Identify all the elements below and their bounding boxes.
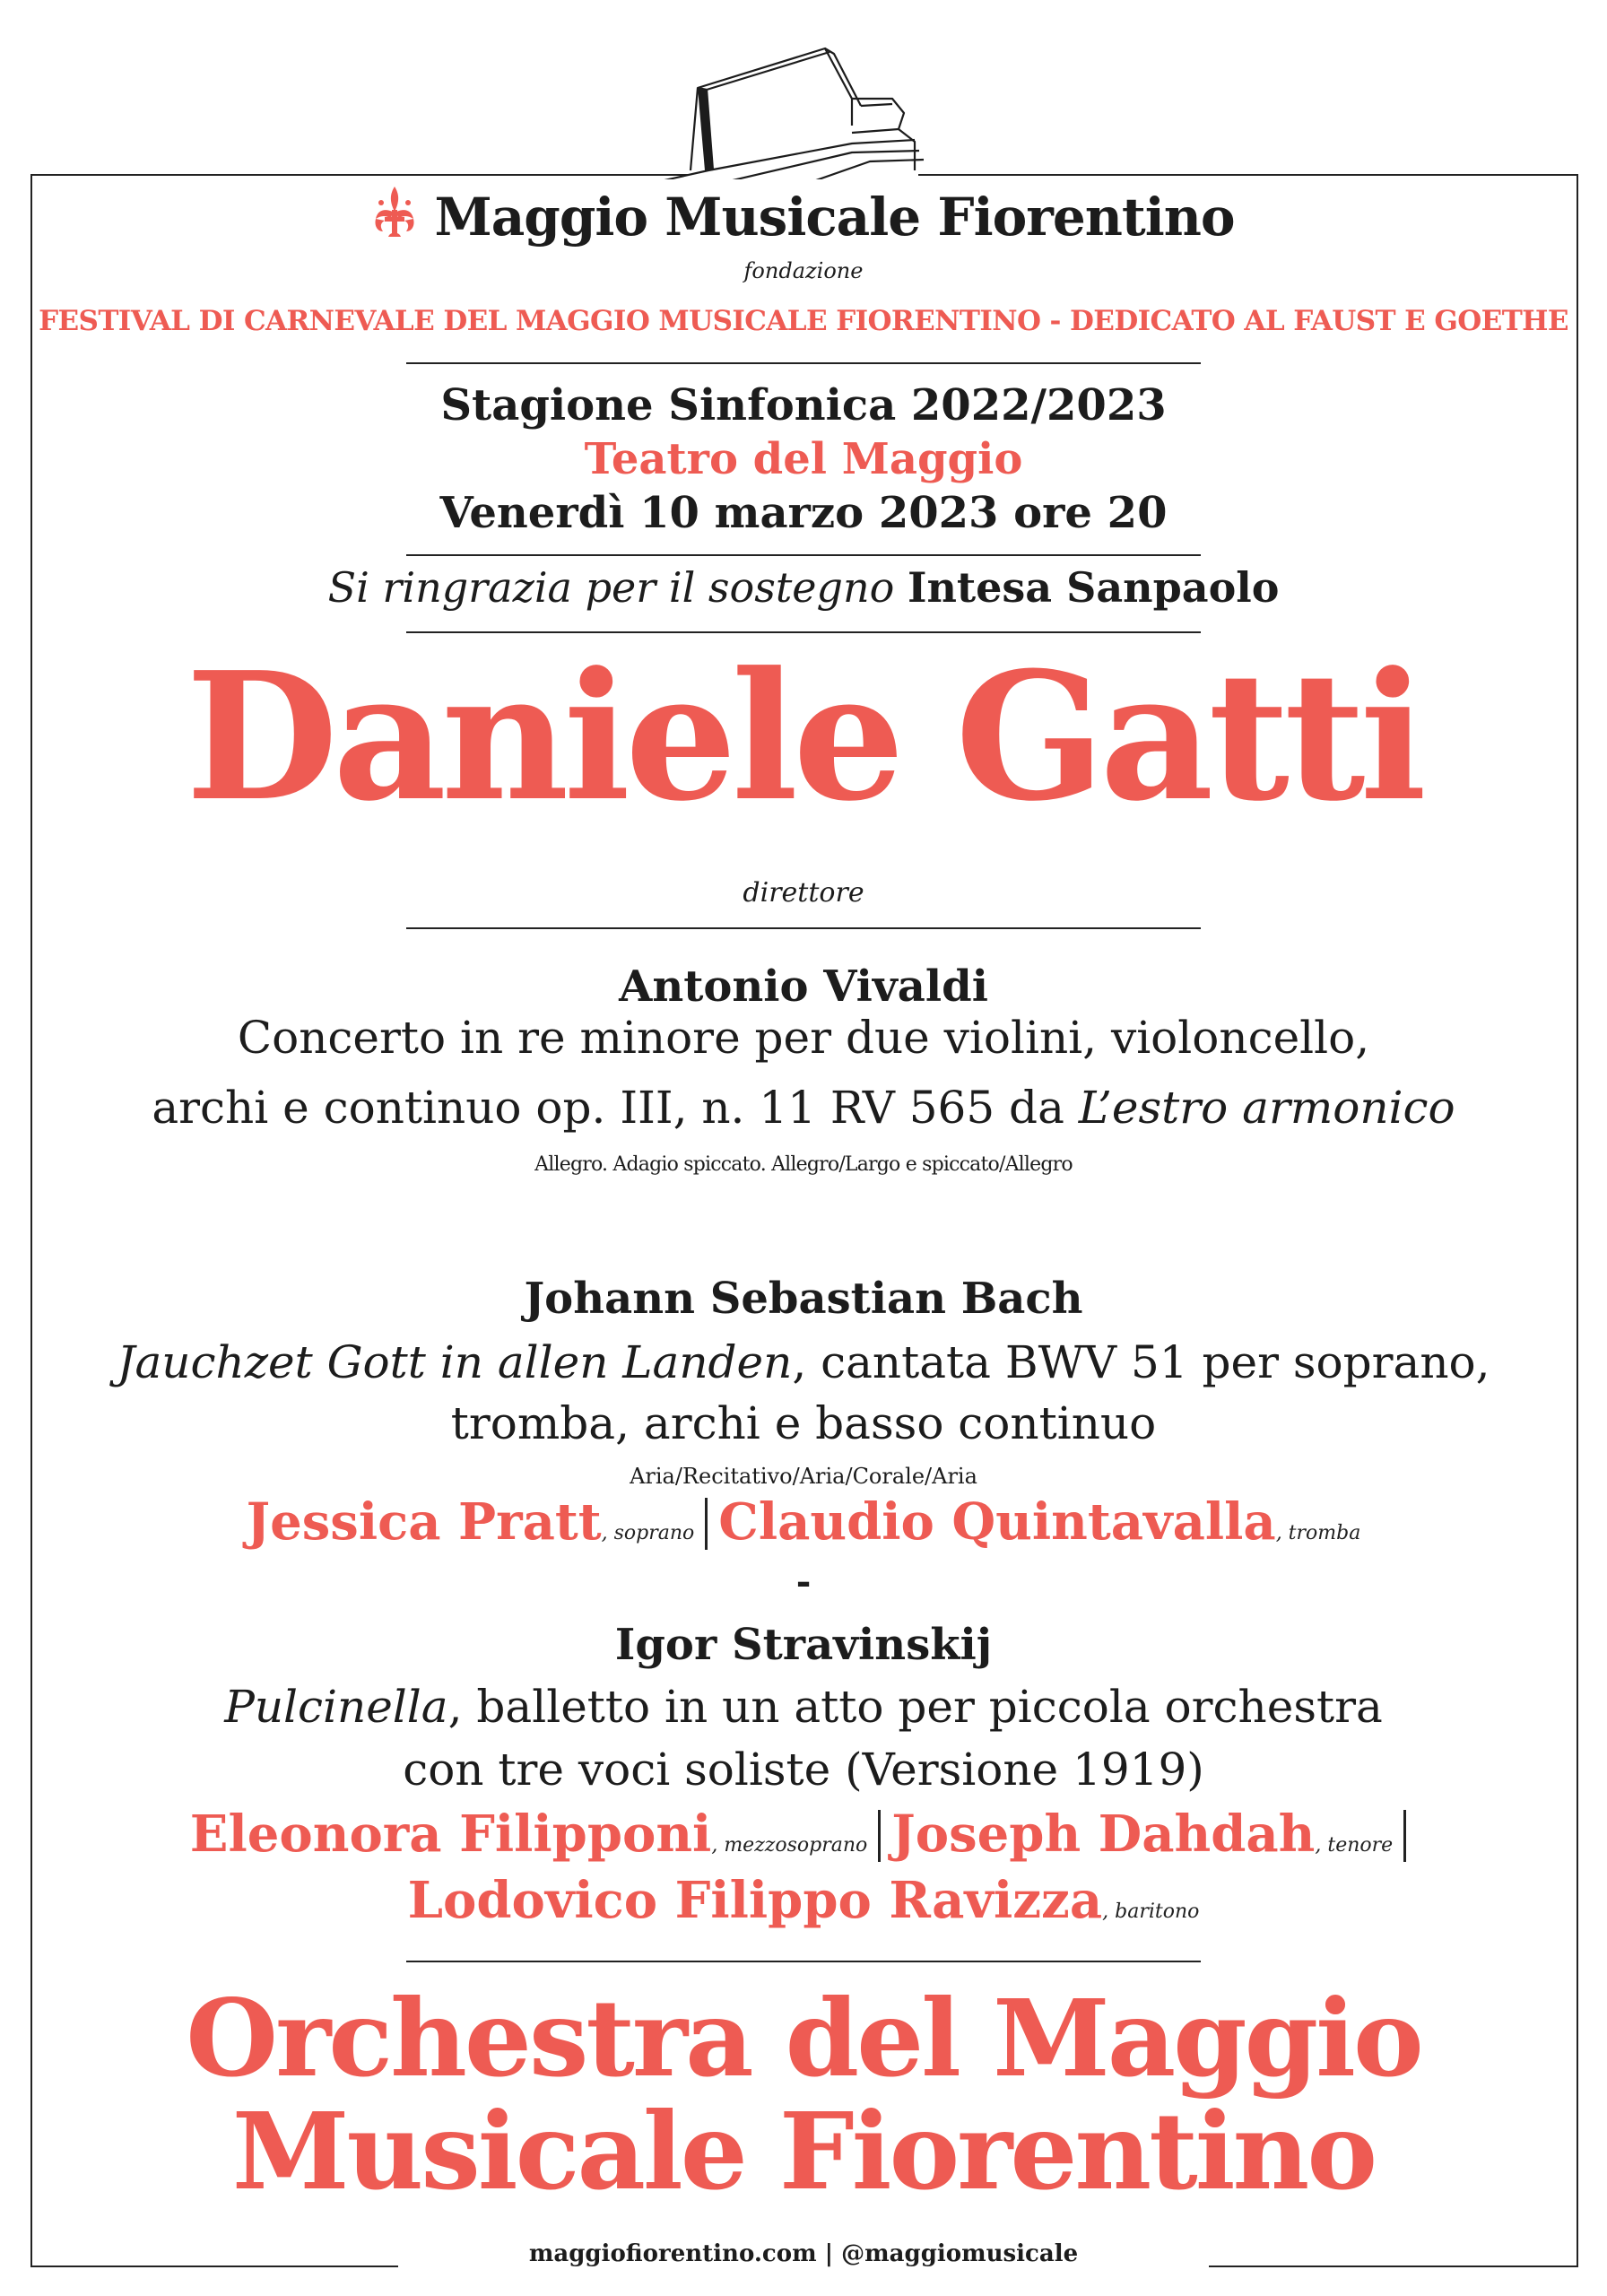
conductor-name: Daniele Gatti — [186, 634, 1421, 840]
vivaldi-work-line2 — [0, 1082, 1607, 1134]
social-handle-link[interactable]: @maggiomusicale — [841, 2240, 1079, 2267]
season-title: Stagione Sinfonica 2022/2023 — [440, 380, 1167, 430]
stravinskij-work-text: , balletto in un atto per piccola orchestra — [447, 1681, 1383, 1733]
stravinskij-work-title: Pulcinella — [224, 1681, 448, 1733]
soloist-role: , soprano — [601, 1522, 695, 1544]
festival-title: FESTIVAL DI CARNEVALE DEL MAGGIO MUSICALE FIORENTINO - DEDICATO AL FAUST E GOETHE — [39, 305, 1568, 337]
sponsor-name: Intesa Sanpaolo — [907, 563, 1280, 612]
vivaldi-work-title: L’estro armonico — [1078, 1082, 1455, 1134]
composer-bach: Johann Sebastian Bach — [524, 1274, 1083, 1324]
soloist-name: Eleonora Filipponi — [189, 1805, 712, 1864]
footer — [0, 2240, 1607, 2267]
vivaldi-work-line1: Concerto in re minore per due violini, violoncello, — [237, 1012, 1370, 1064]
event-date: Venerdì 10 marzo 2023 ore 20 — [439, 488, 1168, 538]
vivaldi-work-text: archi e continuo op. III, n. 11 RV 565 da — [152, 1082, 1064, 1134]
composer-vivaldi: Antonio Vivaldi — [619, 961, 988, 1012]
stravinskij-soloists-row2 — [0, 1871, 1607, 1930]
theatre-building-drawing — [583, 36, 942, 179]
frame-top-right — [918, 174, 1578, 176]
divider — [406, 554, 1201, 556]
soloist-role: , tenore — [1315, 1834, 1394, 1857]
soloist-name: Lodovico Filippo Ravizza — [407, 1871, 1103, 1930]
sponsor-line — [0, 563, 1607, 612]
divider — [406, 362, 1201, 364]
bach-work-text: , cantata BWV 51 per soprano, — [792, 1336, 1490, 1388]
program-dash: - — [795, 1561, 812, 1603]
divider — [406, 631, 1201, 633]
soloist-name: Joseph Dahdah — [891, 1805, 1316, 1864]
separator-bar — [705, 1498, 708, 1550]
bach-movements: Aria/Recitativo/Aria/Corale/Aria — [630, 1464, 977, 1489]
conductor-role: direttore — [743, 877, 864, 909]
stravinskij-work-line1 — [0, 1681, 1607, 1733]
stravinskij-work-line2: con tre voci soliste (Versione 1919) — [403, 1744, 1204, 1796]
bach-soloists — [0, 1492, 1607, 1552]
divider — [406, 927, 1201, 929]
soloist-role: , baritono — [1102, 1900, 1200, 1923]
vivaldi-movements: Allegro. Adagio spiccato. Allegro/Largo e spiccato/Allegro — [534, 1153, 1073, 1176]
soloist-name: Jessica Pratt — [246, 1492, 602, 1552]
divider — [406, 1961, 1201, 1962]
soloist-role: , tromba — [1275, 1522, 1361, 1544]
florence-lily-icon — [372, 185, 417, 244]
orchestra-name-line2: Musicale Fiorentino — [231, 2089, 1376, 2213]
separator-bar — [1403, 1810, 1406, 1862]
foundation-label: fondazione — [743, 258, 864, 283]
footer-separator: | — [824, 2240, 834, 2267]
orchestra-name-line1: Orchestra del Maggio — [186, 1976, 1421, 2100]
venue: Teatro del Maggio — [584, 434, 1023, 484]
sponsor-thanks: Si ringrazia per il sostegno — [327, 563, 895, 612]
brand-row — [0, 185, 1607, 248]
brand-name: Maggio Musicale Fiorentino — [434, 187, 1235, 248]
website-link[interactable]: maggiofiorentino.com — [528, 2240, 817, 2267]
bach-work-line2: tromba, archi e basso continuo — [450, 1397, 1157, 1449]
composer-stravinskij: Igor Stravinskij — [614, 1620, 993, 1670]
separator-bar — [878, 1810, 881, 1862]
bach-work-line1 — [0, 1336, 1607, 1388]
stravinskij-soloists-row1 — [0, 1805, 1607, 1864]
soloist-role: , mezzosoprano — [711, 1834, 868, 1857]
bach-work-title: Jauchzet Gott in allen Landen — [117, 1336, 793, 1388]
soloist-name: Claudio Quintavalla — [718, 1492, 1276, 1552]
